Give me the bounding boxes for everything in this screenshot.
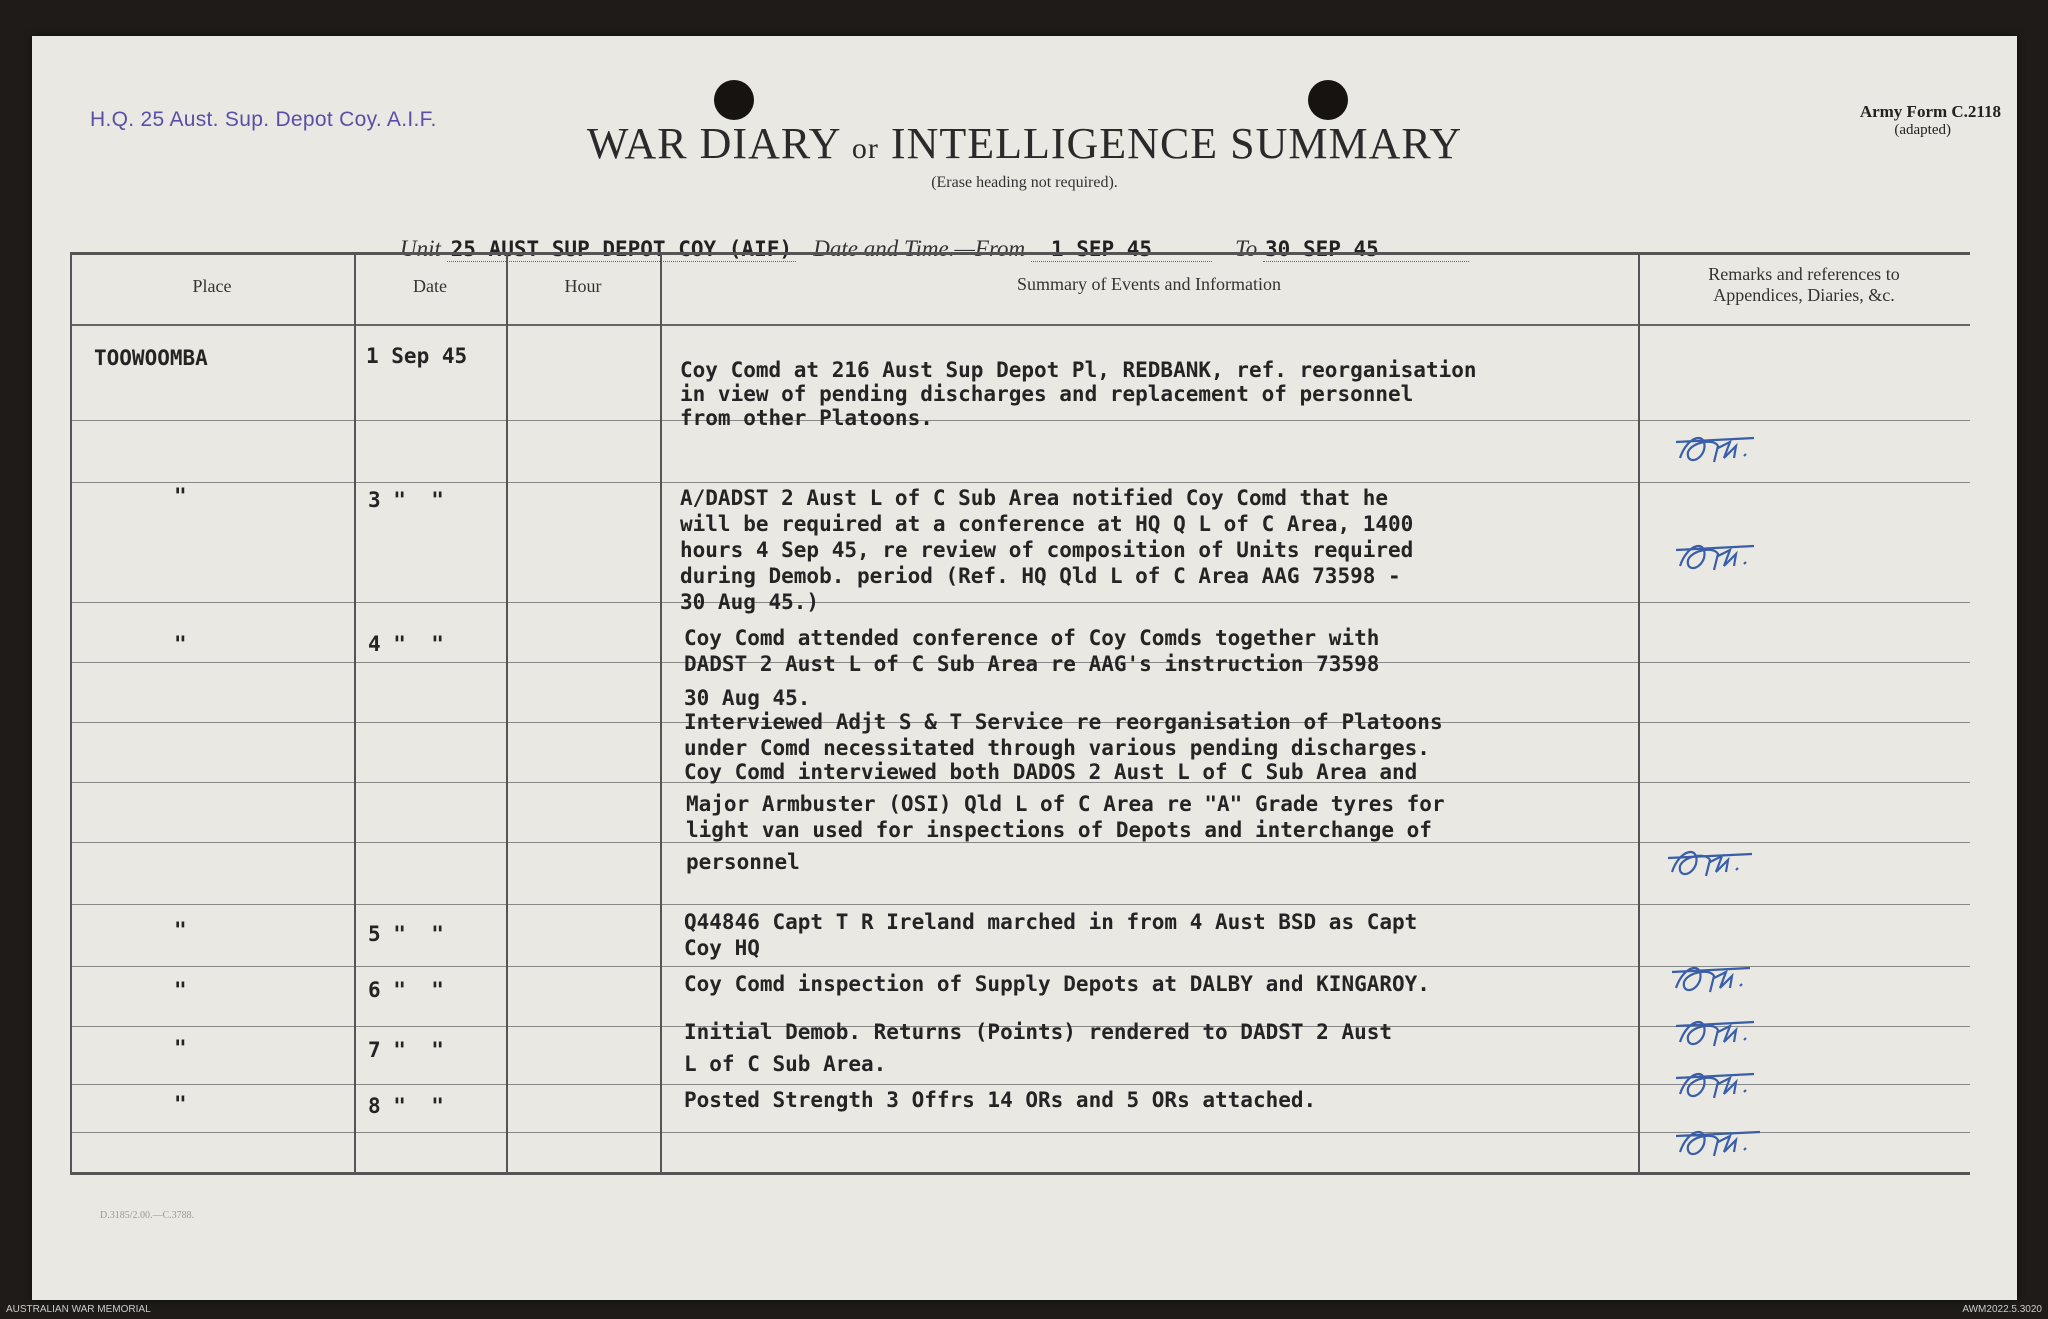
entry-line: Posted Strength 3 Offrs 14 ORs and 5 ORs attached. xyxy=(684,1088,1317,1112)
title-part-1: WAR DIARY xyxy=(586,119,840,168)
archive-footer-right: AWM2022.5.3020 xyxy=(1962,1304,2042,1315)
entry-date: 5 " " xyxy=(368,922,444,946)
entry-line: Major Armbuster (OSI) Qld L of C Area re "A" Grade tyres for xyxy=(686,792,1445,816)
army-form-adapted: (adapted) xyxy=(1894,122,1951,138)
entry-date: 3 " " xyxy=(368,488,444,512)
handwritten-initials xyxy=(1674,1122,1764,1162)
entry-date: 6 " " xyxy=(368,978,444,1002)
entry-line: hours 4 Sep 45, re review of composition of Units required xyxy=(680,538,1414,562)
entry-line: light van used for inspections of Depots and interchange of xyxy=(686,818,1432,842)
war-diary-sheet xyxy=(32,36,2017,1300)
entry-line: Q44846 Capt T R Ireland marched in from 4 Aust BSD as Capt xyxy=(684,910,1418,934)
col-rule xyxy=(660,252,662,1174)
date-from-label: Date and Time.—From xyxy=(813,236,1026,261)
date-to-label: To xyxy=(1235,236,1258,261)
col-header-summary: Summary of Events and Information xyxy=(1017,274,1281,294)
entry-line: Coy Comd interviewed both DADOS 2 Aust L of C Sub Area and xyxy=(684,760,1418,784)
entry-line: during Demob. period (Ref. HQ Qld L of C Area AAG 73598 - xyxy=(680,564,1401,588)
entry-line: personnel xyxy=(686,850,800,874)
unit-value: 25 AUST SUP DEPOT COY (AIF) xyxy=(447,237,796,262)
col-rule xyxy=(1638,252,1640,1174)
army-form-label xyxy=(1860,102,2001,139)
entry-date: 4 " " xyxy=(368,632,444,656)
entry-line: under Comd necessitated through various pending discharges. xyxy=(684,736,1430,760)
entry-line: 30 Aug 45. xyxy=(684,686,811,710)
remarks-header-line-1: Remarks and references to xyxy=(1708,264,1900,284)
handwritten-initials xyxy=(1674,428,1764,468)
entry-line: will be required at a conference at HQ Q L of C Area, 1400 xyxy=(680,512,1414,536)
handwritten-initials xyxy=(1674,1012,1764,1052)
entry-line: A/DADST 2 Aust L of C Sub Area notified Coy Comd that he xyxy=(680,486,1389,510)
col-rule xyxy=(506,252,508,1174)
date-from-value: 1 SEP 45 xyxy=(1031,237,1212,262)
entry-date: 8 " " xyxy=(368,1094,444,1118)
entry-line: Coy Comd attended conference of Coy Comds together with xyxy=(684,626,1380,650)
entry-place: " xyxy=(174,484,187,508)
col-rule xyxy=(354,252,356,1174)
unit-stamp: H.Q. 25 Aust. Sup. Depot Coy. A.I.F. xyxy=(90,108,437,131)
remarks-header-line-2: Appendices, Diaries, &c. xyxy=(1713,285,1895,305)
entry-line: Interviewed Adjt S & T Service re reorganisation of Platoons xyxy=(684,710,1443,734)
punch-hole xyxy=(714,80,754,120)
page-title xyxy=(32,118,2017,169)
entry-place: " xyxy=(174,918,187,942)
unit-label: Unit xyxy=(400,236,441,261)
title-or: or xyxy=(851,132,879,165)
col-header-hour: Hour xyxy=(564,276,602,296)
subtitle: (Erase heading not required). xyxy=(931,174,1118,191)
entry-place: " xyxy=(174,1036,187,1060)
handwritten-initials xyxy=(1674,536,1764,576)
entry-line: Coy Comd inspection of Supply Depots at DALBY and KINGAROY. xyxy=(684,972,1430,996)
entry-date: 7 " " xyxy=(368,1038,444,1062)
date-to-value: 30 SEP 45 xyxy=(1263,237,1469,262)
handwritten-initials xyxy=(1670,958,1760,998)
entry-line: from other Platoons. xyxy=(680,406,933,430)
army-form-number: Army Form C.2118 xyxy=(1859,102,2001,121)
entry-place: " xyxy=(174,1092,187,1116)
entry-line: L of C Sub Area. xyxy=(684,1052,887,1076)
col-header-remarks xyxy=(1638,264,1970,306)
col-header-date: Date xyxy=(413,276,447,296)
title-part-2: INTELLIGENCE SUMMARY xyxy=(890,119,1463,168)
entry-place: " xyxy=(174,978,187,1002)
diary-table xyxy=(70,252,1970,1176)
archive-footer-left: AUSTRALIAN WAR MEMORIAL xyxy=(6,1304,151,1315)
entry-date: 1 Sep 45 xyxy=(366,344,468,368)
entry-line: Coy HQ xyxy=(684,936,760,960)
entry-line: 30 Aug 45.) xyxy=(680,590,820,614)
col-rule xyxy=(70,252,72,1174)
handwritten-initials xyxy=(1666,842,1756,882)
entry-place: " xyxy=(174,632,187,656)
punch-hole xyxy=(1308,80,1348,120)
print-code: D.3185/2.00.—C.3788. xyxy=(100,1210,195,1221)
entry-line: Initial Demob. Returns (Points) rendered to DADST 2 Aust xyxy=(684,1020,1393,1044)
entry-line: in view of pending discharges and replacement of personnel xyxy=(680,382,1414,406)
entry-line: Coy Comd at 216 Aust Sup Depot Pl, REDBANK, ref. reorganisation xyxy=(680,358,1477,382)
entry-place: TOOWOOMBA xyxy=(94,346,208,370)
col-header-place: Place xyxy=(192,276,232,296)
entry-line: DADST 2 Aust L of C Sub Area re AAG's instruction 73598 xyxy=(684,652,1380,676)
handwritten-initials xyxy=(1674,1064,1764,1104)
